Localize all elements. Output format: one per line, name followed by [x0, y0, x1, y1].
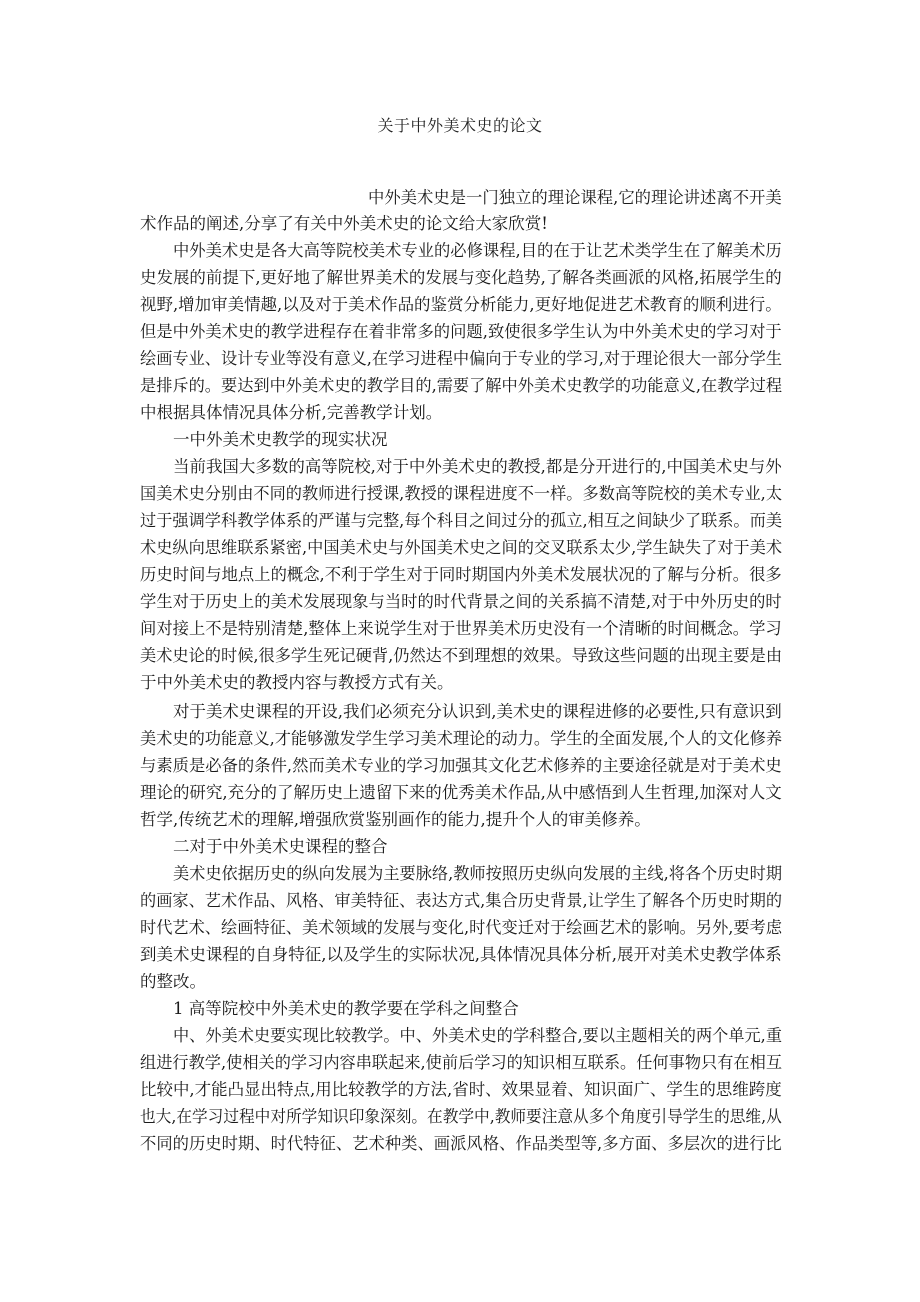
paragraph-line: 对于美术史课程的开设,我们必须充分认识到,美术史的课程进修的必要性,只有意识到	[173, 702, 782, 721]
paragraph-line: 不同的历史时期、时代特征、艺术种类、画派风格、作品类型等,多方面、多层次的进行比	[140, 1134, 782, 1153]
paragraph-line: 美术史论的时候,很多学生死记硬背,仍然达不到理想的效果。导致这些问题的出现主要是由	[140, 646, 783, 665]
paragraph-line: 国美术史分别由不同的教师进行授课,教授的课程进度不一样。多数高等院校的美术专业,太	[140, 484, 783, 503]
paragraph-line: 理论的研究,充分的了解历史上遗留下来的优秀美术作品,从中感悟到人生哲理,加深对人文	[140, 783, 782, 802]
paragraph-line: 但是中外美术史的教学进程存在着非常多的问题,致使很多学生认为中外美术史的学习对于	[140, 322, 782, 341]
paragraph-line: 比较中,才能凸显出特点,用比较教学的方法,省时、效果显着、知识面广、学生的思维跨度	[140, 1080, 782, 1099]
paragraph-line: 术史纵向思维联系紧密,中国美术史与外国美术史之间的交叉联系太少,学生缺失了对于美术	[140, 538, 783, 557]
document-title: 关于中外美术史的论文	[377, 116, 543, 135]
paragraph-line: 美术史依据历史的纵向发展为主要脉络,教师按照历史纵向发展的主线,将各个历史时期	[173, 864, 783, 883]
paragraph-line: 的整改。	[140, 972, 206, 991]
abstract-line-1: 中外美术史是一门独立的理论课程,它的理论讲述离不开美	[368, 188, 782, 207]
paragraph-line: 视野,增加审美情趣,以及对于美术作品的鉴赏分析能力,更好地促进艺术教育的顺利进行。	[140, 295, 782, 314]
paragraph-line: 过于强调学科教学体系的严谨与完整,每个科目之间过分的孤立,相互之间缺少了联系。而美	[140, 511, 783, 530]
section-heading-1: 一中外美术史教学的现实状况	[173, 430, 388, 449]
paragraph-line: 间对接上不是特别清楚,整体上来说学生对于世界美术历史没有一个清晰的时间概念。学习	[140, 619, 782, 638]
paragraph-line: 也大,在学习过程中对所学知识印象深刻。在教学中,教师要注意从多个角度引导学生的思维,从	[140, 1107, 782, 1126]
paragraph-line: 哲学,传统艺术的理解,增强欣赏鉴别画作的能力,提升个人的审美修养。	[140, 810, 651, 829]
abstract-line-2: 术作品的阐述,分享了有关中外美术史的论文给大家欣赏!	[140, 214, 548, 233]
paragraph-line: 中根据具体情况具体分析,完善教学计划。	[140, 403, 443, 422]
paragraph-line: 组进行教学,使相关的学习内容串联起来,使前后学习的知识相互联系。任何事物只有在相互	[140, 1053, 783, 1072]
paragraph-line: 绘画专业、设计专业等没有意义,在学习进程中偏向于专业的学习,对于理论很大一部分学生	[140, 349, 783, 368]
paragraph-line: 与素质是必备的条件,然而美术专业的学习加强其文化艺术修养的主要途径就是对于美术史	[140, 756, 782, 775]
paragraph-line: 是排斥的。要达到中外美术史的教学目的,需要了解中外美术史教学的功能意义,在教学过程	[140, 376, 783, 395]
paragraph-line: 到美术史课程的自身特征,以及学生的实际状况,具体情况具体分析,展开对美术史教学体系	[140, 945, 782, 964]
paragraph-line: 中、外美术史要实现比较教学。中、外美术史的学科整合,要以主题相关的两个单元,重	[173, 1026, 783, 1045]
paragraph-line: 中外美术史是各大高等院校美术专业的必修课程,目的在于让艺术类学生在了解美术历	[173, 241, 782, 260]
paragraph-line: 的画家、艺术作品、风格、审美特征、表达方式,集合历史背景,让学生了解各个历史时期的	[140, 891, 783, 910]
section-heading-2: 二对于中外美术史课程的整合	[173, 837, 388, 856]
subsection-heading-1: 1 高等院校中外美术史的教学要在学科之间整合	[173, 999, 519, 1018]
paragraph-line: 学生对于历史上的美术发展现象与当时的时代背景之间的关系搞不清楚,对于中外历史的时	[140, 592, 782, 611]
paragraph-line: 美术史的功能意义,才能够激发学生学习美术理论的动力。学生的全面发展,个人的文化修养	[140, 729, 783, 748]
paragraph-line: 当前我国大多数的高等院校,对于中外美术史的教授,都是分开进行的,中国美术史与外	[173, 457, 782, 476]
paragraph-line: 时代艺术、绘画特征、美术领域的发展与变化,时代变迁对于绘画艺术的影响。另外,要考虑	[140, 918, 783, 937]
paragraph-line: 史发展的前提下,更好地了解世界美术的发展与变化趋势,了解各类画派的风格,拓展学生的	[140, 268, 782, 287]
paragraph-line: 历史时间与地点上的概念,不利于学生对于同时期国内外美术发展状况的了解与分析。很多	[140, 565, 782, 584]
paragraph-line: 于中外美术史的教授内容与教授方式有关。	[140, 673, 454, 692]
